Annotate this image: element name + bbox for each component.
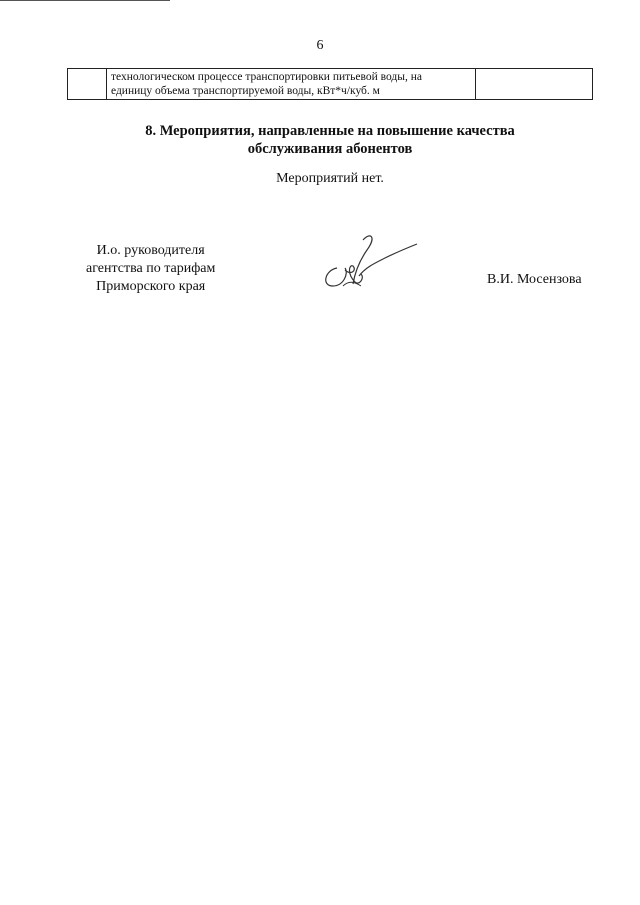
indicator-line-1: технологическом процессе транспортировки питьевой воды, на [111, 71, 423, 83]
signatory-name: В.И. Мосензова [487, 272, 582, 287]
position-line-1: И.о. руководителя [96, 243, 205, 258]
table-cell-number [68, 69, 107, 100]
section-title-line-2: обслуживания абонентов [247, 141, 413, 157]
signatory-position [86, 242, 215, 296]
table-cell-value [476, 69, 593, 100]
table-cell-indicator [107, 69, 476, 100]
position-line-2: агентства по тарифам [86, 261, 216, 276]
section-body: Мероприятий нет. [276, 171, 384, 186]
continued-table [67, 68, 593, 100]
top-rule [0, 0, 170, 1]
page-number: 6 [316, 38, 324, 53]
section-title [0, 122, 640, 158]
indicator-line-2: единицу объема транспортируемой воды, кВт*ч/куб. м [111, 85, 380, 97]
handwritten-signature [315, 230, 425, 300]
table-row [68, 69, 593, 100]
position-line-3: Приморского края [96, 279, 206, 294]
section-title-line-1: 8. Мероприятия, направленные на повышение качества [145, 123, 515, 139]
